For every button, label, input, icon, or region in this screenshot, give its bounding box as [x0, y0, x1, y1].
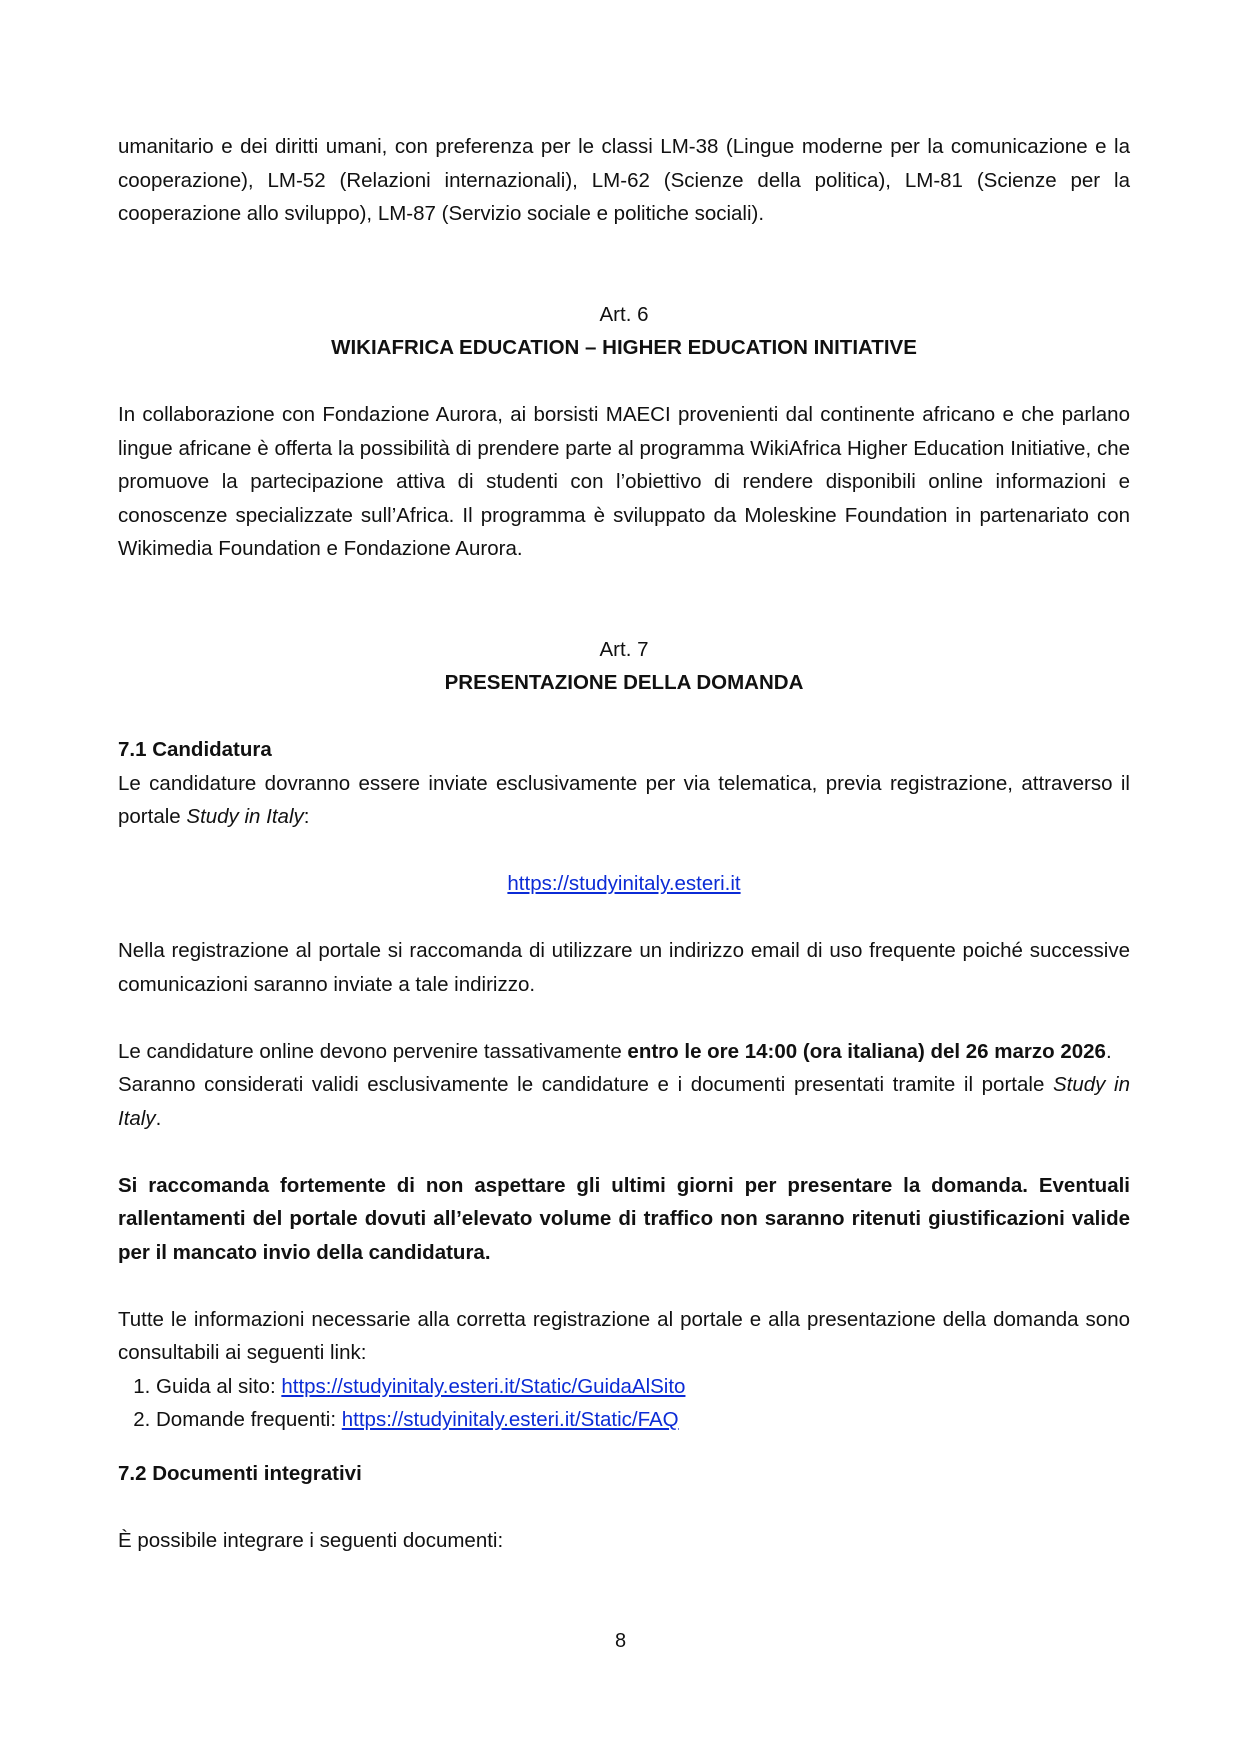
warning-paragraph: Si raccomanda fortemente di non aspettare gli ultimi giorni per presentare la domanda. Eventuali rallentamenti del portale dovuti all’elevato volume di traffico non saranno ritenuti giustificazioni valide per il mancato invio della candidatura. — [118, 1173, 1130, 1264]
text: . — [155, 1106, 162, 1130]
text: Saranno considerati validi esclusivamente le candidature e i documenti presentati tramite il portale — [118, 1073, 1053, 1096]
art7-number: Art. 7 — [599, 637, 649, 661]
text: : — [303, 805, 310, 828]
portal-name: Study in Italy — [118, 1073, 1130, 1130]
text: Le candidature dovranno essere inviate esclusivamente per via telematica, previa registrazione, attraverso il portale — [118, 771, 1130, 828]
deadline: entro le ore 14:00 (ora italiana) del 26 marzo 2026 — [627, 1039, 1106, 1063]
faq-link[interactable]: https://studyinitaly.esteri.it/Static/FAQ — [341, 1408, 679, 1431]
validity-paragraph — [118, 1068, 1130, 1135]
page-number: 8 — [614, 1630, 627, 1652]
list-item — [156, 1403, 1130, 1437]
section-7-1-heading: 7.1 Candidatura — [118, 738, 272, 761]
section-7-1-paragraph-2: Nella registrazione al portale si raccomanda di utilizzare un indirizzo email di uso frequente poiché successive comunicazioni saranno inviate a tale indirizzo. — [118, 939, 1130, 996]
text: Le candidature online devono pervenire tassativamente — [118, 1039, 628, 1063]
info-links-list — [118, 1370, 1130, 1437]
portal-link[interactable]: https://studyinitaly.esteri.it — [507, 872, 741, 895]
art6-number: Art. 6 — [599, 302, 649, 326]
intro-paragraph: umanitario e dei diritti umani, con preferenza per le classi LM-38 (Lingue moderne per la comunicazione e la cooperazione), LM-52 (Relazioni internazionali), LM-62 (Scienze della politica), LM-81 (Scienze per la cooperazione allo sviluppo), LM-87 (Servizio sociale e politiche sociali). — [118, 135, 1130, 225]
info-paragraph: Tutte le informazioni necessarie alla corretta registrazione al portale e alla presentazione della domanda sono consultabili ai seguenti link: — [118, 1307, 1130, 1364]
document-page — [118, 130, 1130, 1557]
guide-link[interactable]: https://studyinitaly.esteri.it/Static/GuidaAlSito — [281, 1374, 686, 1398]
text: . — [1105, 1039, 1112, 1063]
section-7-1-paragraph-1 — [118, 767, 1130, 834]
art7-title: PRESENTAZIONE DELLA DOMANDA — [444, 671, 804, 694]
section-7-2-heading: 7.2 Documenti integrativi — [118, 1461, 362, 1485]
link-label: Guida al sito: — [156, 1374, 282, 1398]
link-label: Domande frequenti: — [156, 1408, 342, 1431]
list-item — [156, 1370, 1130, 1404]
portal-link-line — [118, 867, 1130, 901]
deadline-paragraph — [118, 1035, 1130, 1069]
section-7-2-paragraph: È possibile integrare i seguenti documenti: — [118, 1528, 504, 1552]
art6-title: WIKIAFRICA EDUCATION – HIGHER EDUCATION INITIATIVE — [331, 336, 917, 359]
art6-body: In collaborazione con Fondazione Aurora, ai borsisti MAECI provenienti dal continente africano e che parlano lingue africane è offerta la possibilità di prendere parte al programma WikiAfrica Higher Education Initiative, che promuove la partecipazione attiva di studenti con l’obiettivo di rendere disponibili online informazioni e conoscenze specializzate sull’Africa. Il programma è sviluppato da Moleskine Foundation in partenariato con Wikimedia Foundation e Fondazione Aurora. — [118, 403, 1130, 560]
portal-name: Study in Italy — [186, 805, 304, 828]
